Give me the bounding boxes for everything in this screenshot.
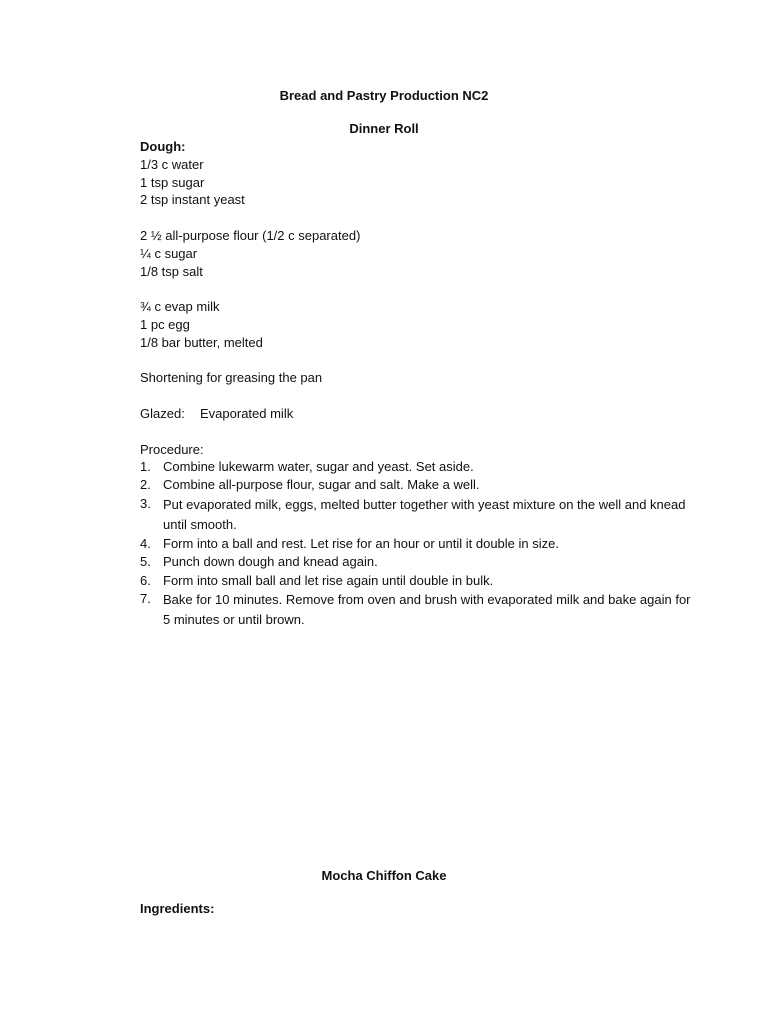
procedure-step bbox=[140, 572, 700, 590]
step-text: Put evaporated milk, eggs, melted butter together with yeast mixture on the well and knead until smooth. bbox=[163, 496, 686, 532]
spacer bbox=[140, 280, 700, 298]
step-number: 1. bbox=[140, 459, 151, 474]
spacer bbox=[140, 209, 700, 227]
spacer bbox=[140, 423, 700, 441]
step-text: Bake for 10 minutes. Remove from oven and brush with evaporated milk and bake again for 5 minutes or until brown. bbox=[163, 592, 691, 628]
ingredient-line: 2 tsp instant yeast bbox=[140, 192, 245, 208]
recipe-title-dinner-roll: Dinner Roll bbox=[349, 121, 419, 136]
procedure-label: Procedure: bbox=[140, 441, 204, 457]
procedure-step bbox=[140, 458, 700, 476]
ingredient-line: 1 pc egg bbox=[140, 316, 190, 332]
step-number: 6. bbox=[140, 572, 151, 588]
ingredients-section bbox=[140, 138, 700, 458]
dough-label: Dough: bbox=[140, 139, 186, 154]
shortening-note: Shortening for greasing the pan bbox=[140, 370, 323, 386]
procedure-step bbox=[140, 535, 700, 553]
step-text: Combine all-purpose flour, sugar and salt. Make a well. bbox=[163, 477, 480, 493]
ingredient-line: 1/8 bar butter, melted bbox=[140, 334, 263, 350]
step-number: 5. bbox=[140, 554, 151, 570]
spacer bbox=[140, 352, 700, 370]
procedure-list bbox=[140, 458, 700, 630]
spacer bbox=[140, 387, 700, 405]
procedure-step bbox=[140, 590, 700, 630]
step-text: Form into small ball and let rise again until double in bulk. bbox=[163, 572, 494, 588]
step-number: 3. bbox=[140, 495, 151, 511]
step-text: Combine lukewarm water, sugar and yeast. Set aside. bbox=[163, 459, 474, 474]
step-text: Form into a ball and rest. Let rise for an hour or until it double in size. bbox=[163, 535, 559, 551]
recipe-title-mocha-chiffon: Mocha Chiffon Cake bbox=[321, 868, 447, 883]
course-title: Bread and Pastry Production NC2 bbox=[279, 88, 489, 103]
procedure-step bbox=[140, 495, 700, 535]
ingredient-line: ¾ c evap milk bbox=[140, 299, 220, 315]
ingredient-line: 1/3 c water bbox=[140, 156, 204, 172]
procedure-list-container bbox=[140, 458, 700, 630]
ingredient-line: 1/8 tsp salt bbox=[140, 263, 203, 279]
step-text: Punch down dough and knead again. bbox=[163, 554, 378, 570]
ingredient-line: 1 tsp sugar bbox=[140, 174, 205, 190]
ingredient-line: 2 ½ all-purpose flour (1/2 c separated) bbox=[140, 227, 361, 243]
step-number: 4. bbox=[140, 535, 151, 551]
glazed-row bbox=[140, 405, 700, 423]
step-number: 2. bbox=[140, 477, 151, 493]
glazed-value: Evaporated milk bbox=[200, 405, 294, 421]
ingredient-line: ¼ c sugar bbox=[140, 245, 198, 261]
procedure-step bbox=[140, 476, 700, 494]
procedure-step bbox=[140, 553, 700, 571]
ingredients-label: Ingredients: bbox=[140, 901, 215, 916]
glazed-label: Glazed: bbox=[140, 405, 185, 421]
step-number: 7. bbox=[140, 591, 151, 607]
